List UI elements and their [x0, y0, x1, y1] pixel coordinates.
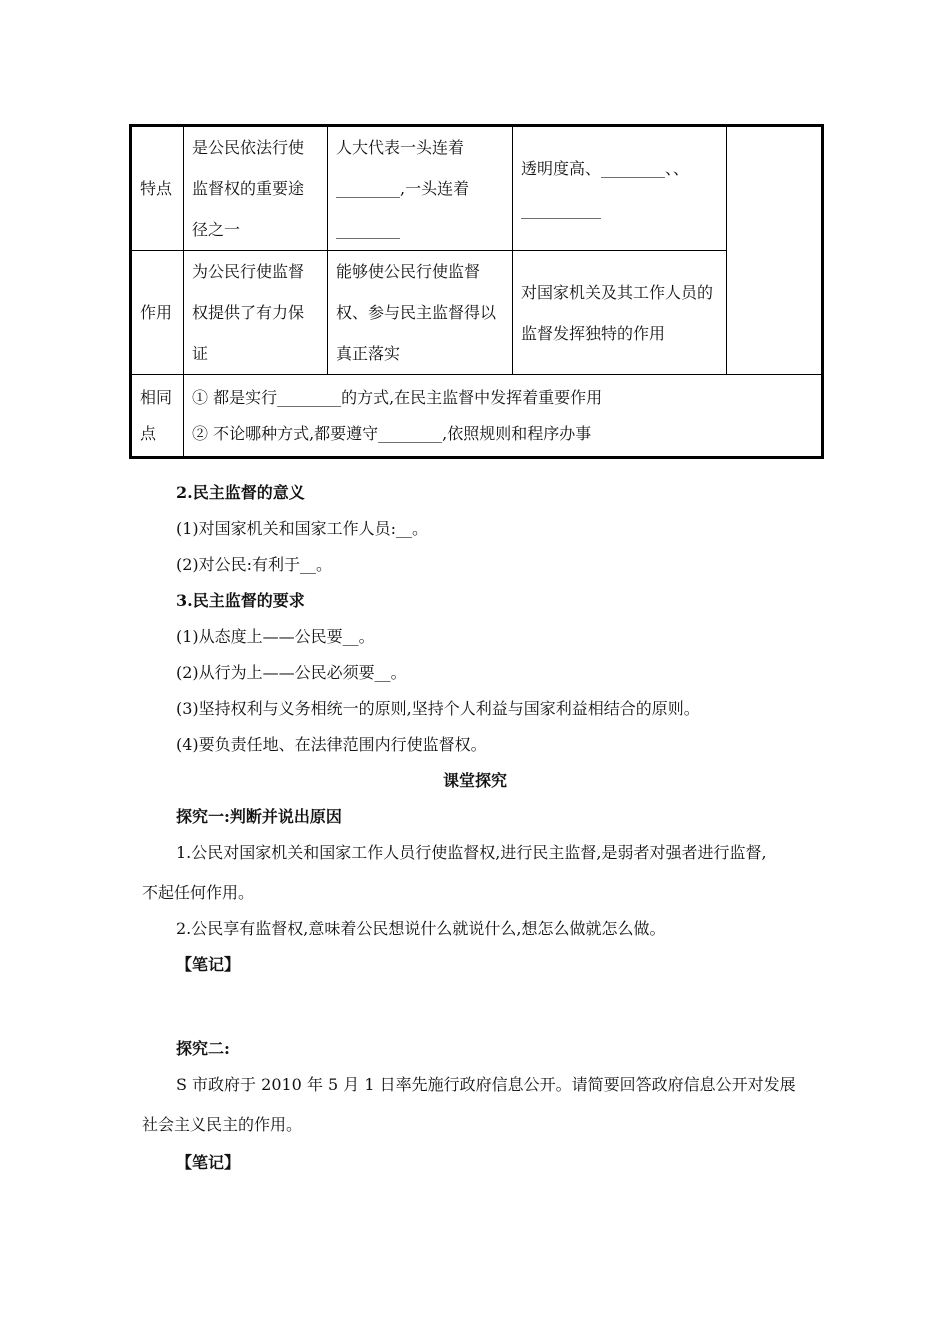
- explore2-text-line1: S 市政府于 2010 年 5 月 1 日率先施行政府信息公开。请简要回答政府信息公开对发展: [176, 1075, 796, 1094]
- section3-item-2: (2)从行为上——公民必须要__。: [176, 663, 407, 682]
- table-row-features: [131, 126, 823, 251]
- cell-role-2: 能够使公民行使监督权、参与民主监督得以真正落实: [328, 251, 513, 375]
- section2-item-2: (2)对公民:有利于__。: [176, 555, 333, 574]
- cell-same: [184, 375, 823, 458]
- same-line-2: ② 不论哪种方式,都要遵守________,依照规则和程序办事: [192, 423, 592, 443]
- section2-item-1: (1)对国家机关和国家工作人员:__。: [176, 519, 429, 538]
- section3-item-4: (4)要负责任地、在法律范围内行使监督权。: [176, 735, 487, 754]
- same-line-1: ① 都是实行________的方式,在民主监督中发挥着重要作用: [192, 387, 603, 407]
- cell-role-3: 对国家机关及其工作人员的监督发挥独特的作用: [513, 251, 727, 375]
- explore1-q2: 2.公民享有监督权,意味着公民想说什么就说什么,想怎么做就怎么做。: [176, 919, 666, 938]
- cell-empty-right: [727, 126, 823, 375]
- explore1-heading: 探究一:判断并说出原因: [176, 807, 342, 826]
- explore1-q1-line2: 不起任何作用。: [142, 883, 255, 902]
- classroom-title: 课堂探究: [442, 771, 507, 790]
- comparison-table: [129, 124, 824, 459]
- section3-heading: 3.民主监督的要求: [176, 591, 305, 610]
- cell-features-3: 透明度高、________、、__________: [513, 126, 727, 251]
- explore1-q1-line1: 1.公民对国家机关和国家工作人员行使监督权,进行民主监督,是弱者对强者进行监督,: [176, 843, 767, 862]
- section2-heading: 2.民主监督的意义: [176, 483, 305, 502]
- section3-item-3: (3)坚持权利与义务相统一的原则,坚持个人利益与国家利益相结合的原则。: [176, 699, 700, 718]
- section3-item-1: (1)从态度上——公民要__。: [176, 627, 375, 646]
- explore2-notes: 【笔记】: [176, 1153, 241, 1172]
- row-label-features: 特点: [131, 126, 184, 251]
- table-row-role: [131, 251, 823, 375]
- cell-features-1: 是公民依法行使监督权的重要途径之一: [184, 126, 328, 251]
- explore1-notes: 【笔记】: [176, 955, 241, 974]
- explore2-heading: 探究二:: [176, 1039, 230, 1058]
- table-row-same: [131, 375, 823, 458]
- explore2-text-line2: 社会主义民主的作用。: [142, 1115, 303, 1134]
- row-label-role: 作用: [131, 251, 184, 375]
- cell-role-1: 为公民行使监督权提供了有力保证: [184, 251, 328, 375]
- row-label-same: 相同点: [131, 375, 184, 458]
- cell-features-2: 人大代表一头连着________,一头连着________: [328, 126, 513, 251]
